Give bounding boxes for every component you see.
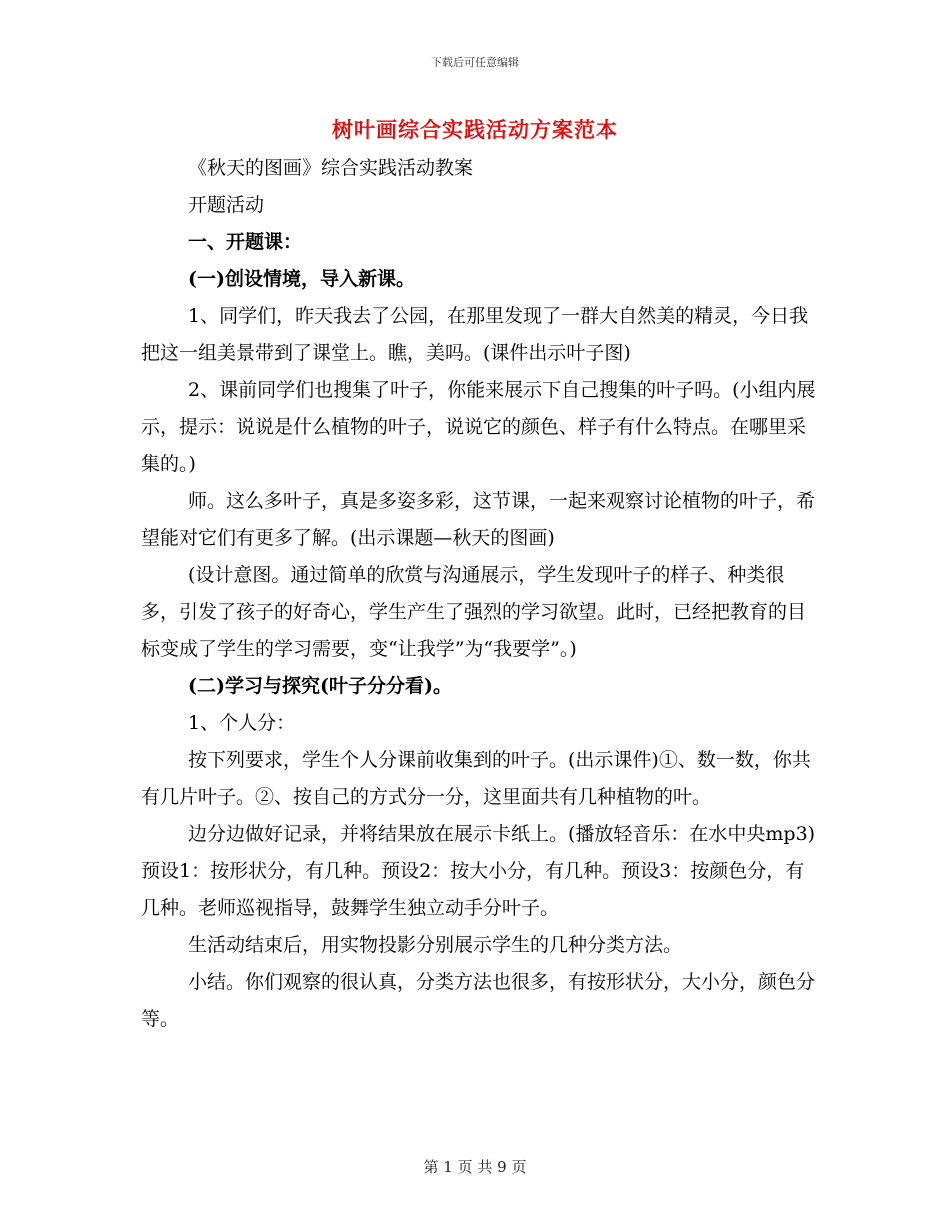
- paragraph-individual-sort: 1、个人分：: [188, 712, 296, 734]
- paragraph-item-2: 2、课前同学们也搜集了叶子，你能来展示下自己搜集的叶子吗。(小组内展示，提示：说说是什么植物的叶子，说说它的颜色、样子有什么特点。在哪里采集的。): [141, 379, 816, 475]
- paragraph-teacher: 师。这么多叶子，真是多姿多彩，这节课，一起来观察讨论植物的叶子，希望能对它们有更多了解。(出示课题—秋天的图画): [141, 490, 816, 549]
- paragraph-summary: 小结。你们观察的很认真，分类方法也很多，有按形状分，大小分，颜色分等。: [141, 971, 816, 1030]
- heading-create-situation: (一)创设情境，导入新课。: [188, 268, 415, 290]
- document-body: [141, 150, 821, 1038]
- heading-learn-explore: (二)学习与探究(叶子分分看)。: [188, 675, 452, 697]
- paragraph-subtitle: 《秋天的图画》综合实践活动教案: [188, 157, 474, 179]
- header-note: 下载后可任意编辑: [431, 56, 519, 69]
- page-number: 第 1 页 共 9 页: [423, 1158, 527, 1176]
- heading-opening-class: 一、开题课：: [188, 231, 303, 253]
- document-title: 树叶画综合实践活动方案范本: [332, 117, 618, 142]
- paragraph-activity-end: 生活动结束后，用实物投影分别展示学生的几种分类方法。: [188, 934, 683, 956]
- paragraph-requirements: 按下列要求，学生个人分课前收集到的叶子。(出示课件)①、数一数，你共有几片叶子。②、按自己的方式分一分，这里面共有几种植物的叶。: [141, 749, 811, 808]
- paragraph-design-intent: (设计意图。通过简单的欣赏与沟通展示，学生发现叶子的样子、种类很多，引发了孩子的好奇心，学生产生了强烈的学习欲望。此时，已经把教育的目标变成了学生的学习需要，变“让我学”为“我要学”。): [141, 564, 807, 660]
- paragraph-item-1: 1、同学们，昨天我去了公园，在那里发现了一群大自然美的精灵，今日我把这一组美景带到了课堂上。瞧，美吗。(课件出示叶子图): [141, 305, 809, 364]
- paragraph-record: 边分边做好记录，并将结果放在展示卡纸上。(播放轻音乐：在水中央mp3)预设1：按形状分，有几种。预设2：按大小分，有几种。预设3：按颜色分，有几种。老师巡视指导，鼓舞学生独立动手分叶子。: [141, 823, 816, 919]
- paragraph-section-label: 开题活动: [188, 194, 265, 216]
